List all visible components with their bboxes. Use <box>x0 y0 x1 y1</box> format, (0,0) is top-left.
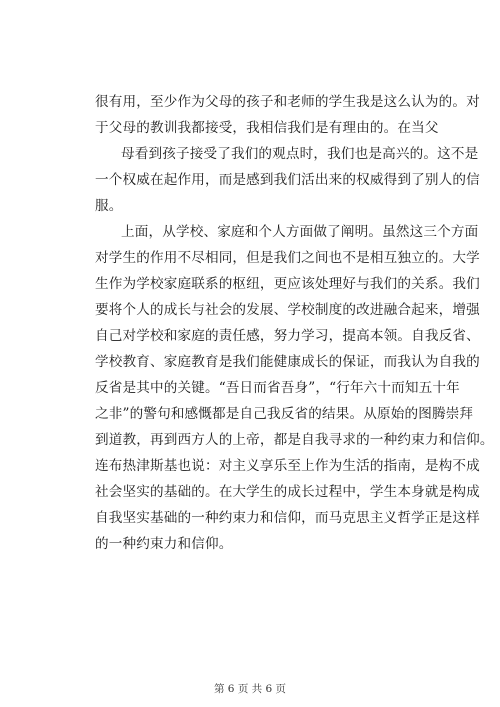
text-line: 母看到孩子接受了我们的观点时，我们也是高兴的。这不是 <box>121 146 479 162</box>
text-line: 于父母的教训我都接受，我相信我们是有理由的。在当父 <box>95 120 439 136</box>
text-line: 对学生的作用不尽相同，但是我们之间也不是相互独立的。大学 <box>95 250 480 266</box>
text-line: 的一种约束力和信仰。 <box>95 536 233 552</box>
text-line: 反省是其中的关键。“吾日而省吾身”，“行年六十而知五十年 <box>95 380 460 396</box>
text-line: 很有用，至少作为父母的孩子和老师的学生我是这么认为的。对 <box>95 94 480 110</box>
text-line: 自我坚实基础的一种约束力和信仰，而马克思主义哲学正是这样 <box>95 510 480 526</box>
text-line: 到道教，再到西方人的上帝，都是自我寻求的一种约束力和信仰。 <box>95 432 494 448</box>
text-line: 连布热津斯基也说：对主义享乐至上作为生活的指南，是构不成 <box>95 458 480 474</box>
text-line: 自己对学校和家庭的责任感，努力学习，提高本领。自我反省、 <box>95 328 480 344</box>
text-line: 要将个人的成长与社会的发展、学校制度的改进融合起来，增强 <box>95 302 480 318</box>
text-line: 服。 <box>95 198 123 214</box>
text-line: 上面，从学校、家庭和个人方面做了阐明。虽然这三个方面 <box>121 224 479 240</box>
text-line: 社会坚实的基础的。在大学生的成长过程中，学生本身就是构成 <box>95 484 480 500</box>
text-line: 一个权威在起作用，而是感到我们活出来的权威得到了别人的信 <box>95 172 480 188</box>
text-line: 生作为学校家庭联系的枢纽，更应该处理好与我们的关系。我们 <box>95 276 480 292</box>
page-number-footer: 第 6 页 共 6 页 <box>213 683 287 695</box>
text-line: 学校教育、家庭教育是我们能健康成长的保证，而我认为自我的 <box>95 354 480 370</box>
text-line: 之非”的警句和感慨都是自己我反省的结果。从原始的图腾崇拜 <box>95 406 474 422</box>
